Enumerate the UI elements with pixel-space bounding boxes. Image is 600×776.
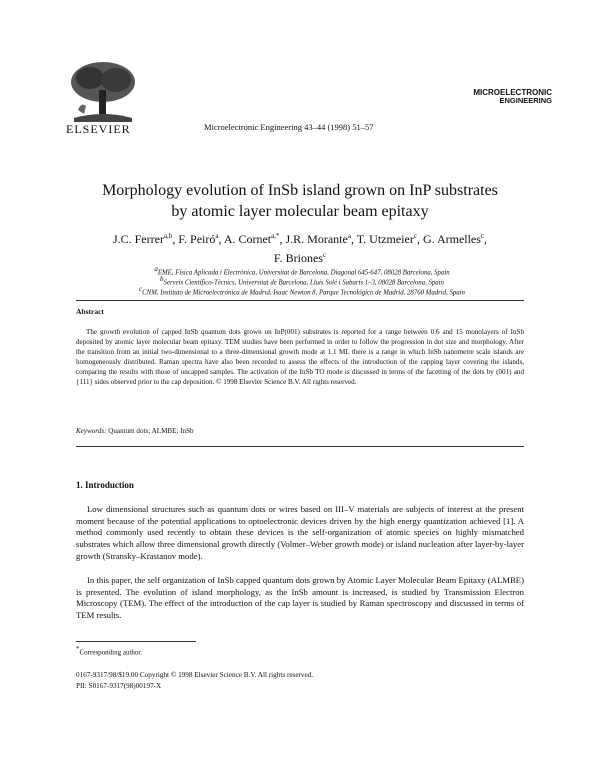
author: G. Armelles$^c$, — [422, 232, 488, 246]
author: T. Utzmeier$^c$, — [356, 232, 423, 246]
author: F. Briones$^c$ — [273, 251, 327, 265]
author: F. Peiró$^a$, — [178, 232, 224, 246]
keywords-text: Quantum dots; ALMBE; InSb — [106, 427, 194, 435]
abstract-text: The growth evolution of capped InSb quantum dots grown on InP(001) substrates is reported for a range between 0.6 and 15 monolayers of InSb deposited by atomic layer molecular beam epitaxy. TEM studies have been performed in order to follow the progression in dot size and morphology. After the transition from an initial two-dimensional to a three-dimensional growth mode at 1.1 ML there is a range in which InSb nanometre scale islands are homogeneously distributed. Raman spectra have also been recorded to assess the effects of the introduction of the capping layer covering the islands, comparing the results with those of uncapped samples. The activation of the InSb TO mode is discussed in terms of the facetting of the dots by (001) and {111} sides observed prior to the cap deposition. © 1998 Elsevier Science B.V. All rights reserved. — [76, 328, 524, 387]
journal-citation: Microelectronic Engineering 43–44 (1998) 51–57 — [204, 122, 374, 132]
pii-line: PII: S0167-9317(98)00197-X — [76, 682, 162, 690]
author: J.C. Ferrer$^{a,b}$, — [112, 232, 179, 246]
author: A. Cornet$^{a,*}$, — [223, 232, 286, 246]
copyright-line: 0167-9317/98/$19.00 Copyright © 1998 Elsevier Science B.V. All rights reserved. — [76, 671, 314, 679]
journal-logo-line2: ENGINEERING — [499, 96, 552, 105]
author-list — [60, 228, 540, 266]
keywords-label: Keywords: — [76, 427, 107, 435]
author: J.R. Morante$^a$, — [285, 232, 357, 246]
journal-logo-line1: MICROELECTRONIC — [473, 88, 552, 97]
publisher-name: ELSEVIER — [66, 122, 131, 136]
footnote: *Corresponding author. — [76, 645, 143, 657]
paper-title-line1: Morphology evolution of InSb island grown on InP substrates — [102, 182, 498, 199]
affiliation: $^a$EME, Física Aplicada i Electrònica, Universitat de Barcelona, Diagonal 645-647, 08028 Barcelona, Spain — [154, 265, 450, 277]
paper-title-line2: by atomic layer molecular beam epitaxy — [171, 203, 429, 220]
keywords — [76, 427, 194, 435]
affiliation: $^c$CNM, Instituto de Microelectrónica de Madrid, Isaac Newton 8, Parque Tecnológico de Madrid, 28760 Madrid, Spain — [139, 285, 465, 297]
paper-title — [0, 180, 600, 222]
affiliation: $^b$Serveis Científico-Tècnics, Universitat de Barcelona, Lluís Solé i Sabarís 1–3, 08028 Barcelona, Spain — [160, 275, 444, 287]
divider — [76, 300, 524, 301]
section-heading: 1. Introduction — [76, 480, 134, 490]
divider — [76, 446, 524, 447]
paragraph: In this paper, the self organization of InSb capped quantum dots grown by Atomic Layer Molecular Beam Epitaxy (ALMBE) is presented. The evolution of island morphology, as the InSb amount is increased, is studied by Transmission Electron Microscopy (TEM). The effect of the introduction of the cap layer is studied by Raman spectroscopy and discussed in terms of TEM results. — [76, 575, 524, 621]
journal-logo — [473, 89, 552, 105]
paragraph: Low dimensional structures such as quantum dots or wires based on III–V materials are subjects of interest at the present moment because of the potential applications to optoelectronic devices driven by the high energy quantization achieved [1]. A method commonly used recently to obtain these devices is the self-organization of atomic species on highly mismatched substrates which allow three dimensional growth directly (Volmer–Weber growth mode) or island nucleation after layer-by-layer growth (Stransky–Krastanov mode). — [76, 504, 524, 561]
abstract-heading: Abstract — [76, 307, 104, 316]
elsevier-tree-logo — [64, 60, 142, 124]
footnote-rule — [76, 641, 196, 642]
